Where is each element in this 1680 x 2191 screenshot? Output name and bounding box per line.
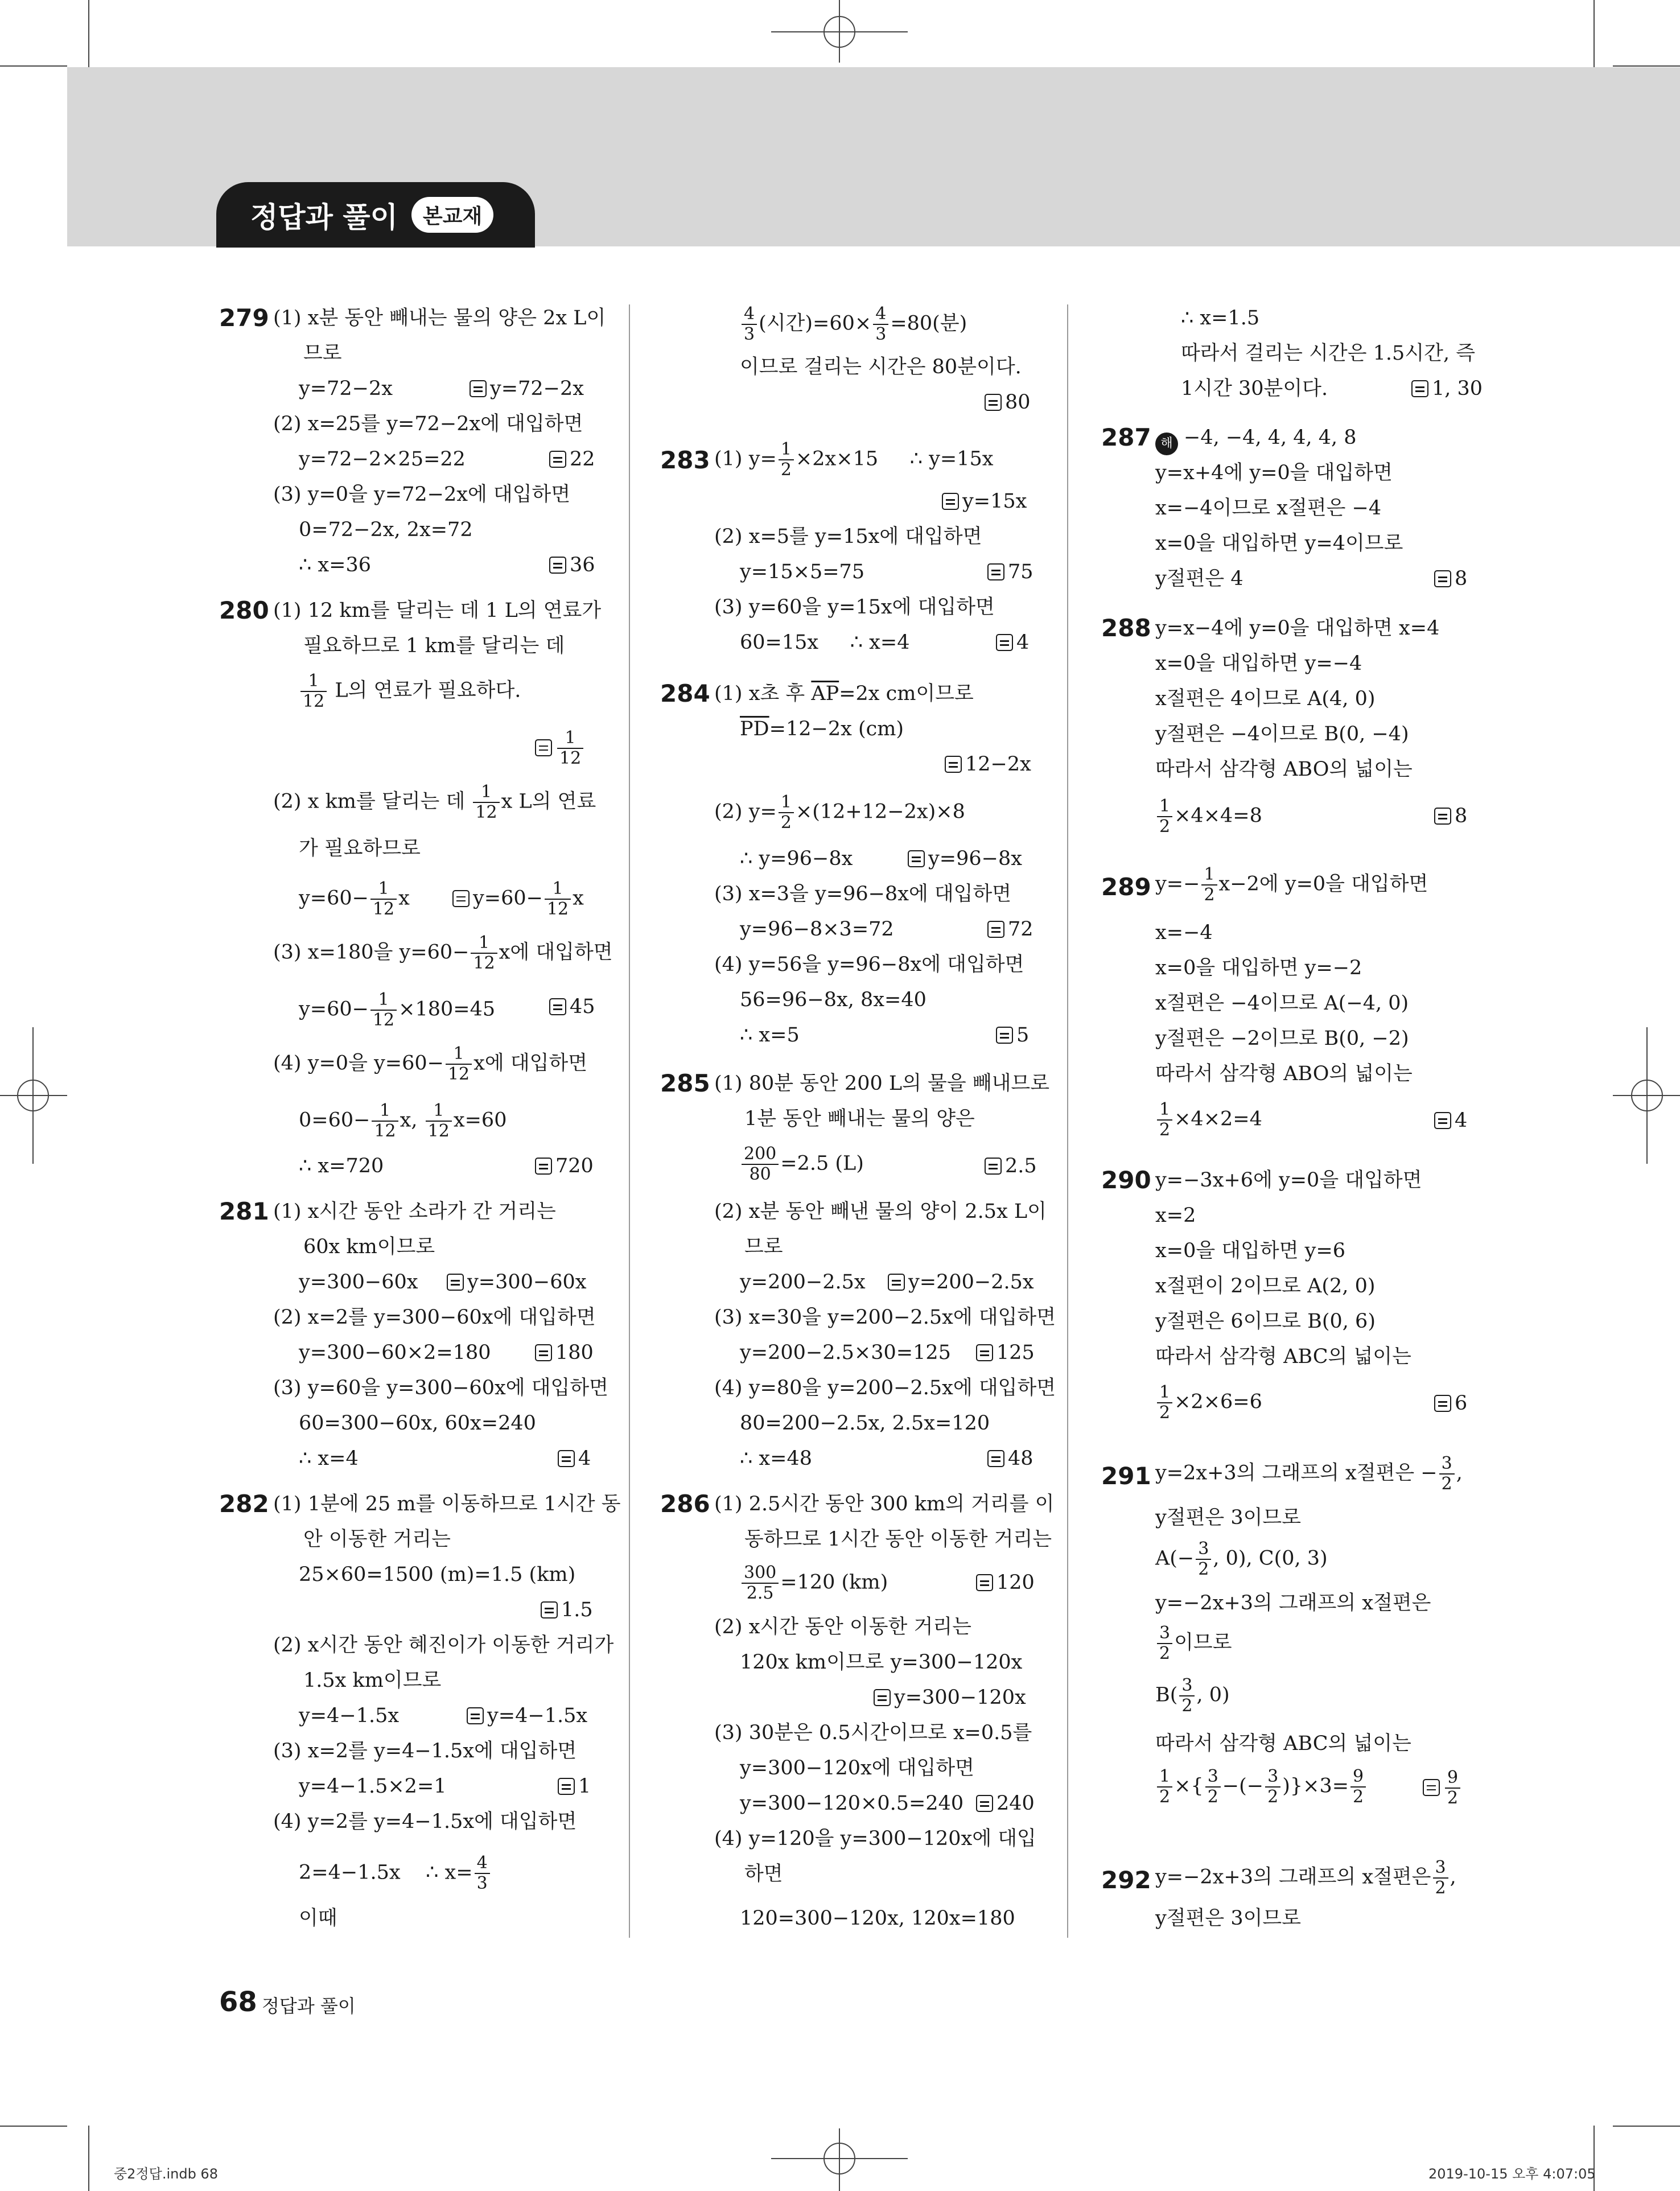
- problem-number: 282: [219, 1490, 269, 1518]
- crop-mark: [1613, 2126, 1680, 2127]
- registration-mark: [32, 1027, 34, 1164]
- text-line: $\frac{1}{2}$ ×2×6=6: [1155, 1383, 1262, 1423]
- text-line: ∴ x=1.5: [1181, 307, 1260, 330]
- text-line: 해 −4, −4, 4, 4, 4, 8: [1155, 424, 1357, 455]
- text-line: 하면: [744, 1863, 783, 1885]
- text-line: $\frac{1}{2}$ ×4×4=8: [1155, 797, 1262, 837]
- problem-number: 287: [1101, 423, 1151, 451]
- answer-icon: [985, 1158, 1002, 1175]
- answer-icon: [1434, 1395, 1451, 1412]
- answer-icon: [908, 850, 925, 867]
- text-line: (1) x분 동안 빼내는 물의 양은 2x L이: [273, 307, 606, 330]
- text-line: (1) 80분 동안 200 L의 물을 빼내므로: [714, 1072, 1050, 1095]
- text-line: 60=300−60x, 60x=240: [299, 1412, 536, 1435]
- text-line: 1분 동안 빼내는 물의 양은: [744, 1107, 975, 1130]
- problem-number: 279: [219, 304, 269, 332]
- registration-mark: [839, 2128, 840, 2191]
- text-line: $\frac{300}{2.5}$ =120 (km): [740, 1563, 888, 1603]
- text-line: A(− $\frac{3}{2}$ , 0), C(0, 3): [1155, 1539, 1328, 1579]
- problem-number: 285: [660, 1069, 710, 1097]
- text-line: y=72−2×25=22: [299, 448, 466, 471]
- text-line: $\frac{1}{2}$ ×{ $\frac{3}{2}$ −(− $\frac{3}{2}$ )}×3= $\frac{9}{2}$: [1155, 1767, 1368, 1807]
- text-line: 따라서 걸리는 시간은 1.5시간, 즉: [1181, 342, 1476, 365]
- text-line: x=0을 대입하면 y=−2: [1155, 957, 1362, 979]
- answer: 12−2x: [945, 751, 1031, 778]
- problem-number: 283: [660, 446, 710, 474]
- answer-icon: [976, 1795, 993, 1812]
- text-line: $\overline{PD}=12-2x$ (cm): [740, 718, 904, 740]
- answer: 5: [996, 1022, 1029, 1049]
- text-line: (1) y= $\frac{1}{2}$ ×2x×15 ∴ y=15x: [714, 439, 994, 480]
- answer-icon: [558, 1778, 575, 1795]
- text-line: ∴ x=4: [299, 1447, 359, 1470]
- answer-icon: [1434, 570, 1451, 587]
- text-line: $\frac{1}{2}$ ×4×2=4: [1155, 1100, 1262, 1140]
- answer: 4: [1434, 1107, 1467, 1134]
- text-line: 따라서 삼각형 ABO의 넓이는: [1155, 1062, 1413, 1085]
- fraction: $\frac{1}{12}$: [300, 672, 327, 711]
- text-line: (4) y=2를 y=4−1.5x에 대입하면: [273, 1810, 577, 1833]
- text-line: $\frac{1}{12}$ L의 연료가 필요하다.: [299, 672, 521, 711]
- answer: 22: [549, 446, 595, 473]
- text-line: 필요하므로 1 km를 달리는 데: [303, 635, 565, 657]
- text-line: 120x km이므로 y=300−120x: [740, 1651, 1023, 1674]
- text-line: 0=60− $\frac{1}{12}$ x, $\frac{1}{12}$ x=60: [299, 1101, 507, 1141]
- answer-icon: [535, 1344, 552, 1361]
- text-line: y=− $\frac{1}{2}$ x−2에 y=0을 대입하면: [1155, 864, 1428, 905]
- registration-mark: [0, 1095, 67, 1096]
- text-line: (2) y= $\frac{1}{2}$ ×(12+12−2x)×8: [714, 792, 965, 833]
- text-line: 60x km이므로: [303, 1235, 435, 1258]
- answer-icon: [558, 1450, 575, 1467]
- answer: y=300−60x: [447, 1269, 587, 1296]
- answer: 1: [558, 1773, 591, 1800]
- text-line: (2) x분 동안 빼낸 물의 양이 2.5x L이: [714, 1200, 1047, 1223]
- text-line: $\frac{4}{3}$ (시간)=60× $\frac{4}{3}$ =80(분): [740, 304, 967, 344]
- text-line: y=−3x+6에 y=0을 대입하면: [1155, 1169, 1422, 1192]
- answer-icon: [976, 1344, 993, 1361]
- problem-number: 281: [219, 1197, 269, 1225]
- answer: y=4−1.5x: [467, 1702, 587, 1729]
- text-line: (4) y=120을 y=300−120x에 대입: [714, 1827, 1036, 1850]
- column-divider: [629, 304, 630, 1938]
- text-line: x절편은 −4이므로 A(−4, 0): [1155, 992, 1409, 1015]
- text-line: y=72−2x: [299, 377, 393, 400]
- crop-mark: [88, 2126, 89, 2191]
- text-line: x=0을 대입하면 y=6: [1155, 1239, 1346, 1262]
- text-line: (3) y=0을 y=72−2x에 대입하면: [273, 483, 571, 506]
- text-line: 가 필요하므로: [299, 837, 421, 860]
- answer-icon: [1434, 808, 1451, 825]
- text-line: (3) x=30을 y=200−2.5x에 대입하면: [714, 1306, 1056, 1329]
- text-line: y절편은 −2이므로 B(0, −2): [1155, 1027, 1409, 1050]
- text-line: y=60− $\frac{1}{12}$ x: [299, 879, 410, 919]
- problem-number: 286: [660, 1490, 710, 1518]
- answer: y=200−2.5x: [888, 1269, 1034, 1296]
- problem-number: 290: [1101, 1166, 1151, 1194]
- answer: 80: [985, 389, 1031, 416]
- answer-icon: [549, 998, 566, 1015]
- text-line: y=4−1.5x: [299, 1704, 400, 1727]
- answer-icon: [1423, 1779, 1440, 1796]
- text-line: B( $\frac{3}{2}$ , 0): [1155, 1675, 1230, 1716]
- answer: 4: [996, 629, 1029, 656]
- text-line: y=−2x+3의 그래프의 x절편은: [1155, 1592, 1431, 1615]
- text-line: x절편이 2이므로 A(2, 0): [1155, 1275, 1376, 1298]
- answer-icon: [945, 756, 962, 773]
- page-title: 정답과 풀이: [250, 200, 398, 234]
- text-line: (4) y=80을 y=200−2.5x에 대입하면: [714, 1377, 1056, 1399]
- crop-mark: [0, 65, 67, 67]
- answer-icon: [470, 380, 487, 397]
- text-line: 따라서 삼각형 ABC의 넓이는: [1155, 1732, 1411, 1755]
- text-line: (2) x시간 동안 이동한 거리는: [714, 1616, 971, 1638]
- header-tab: [216, 182, 535, 248]
- text-line: (3) x=2를 y=4−1.5x에 대입하면: [273, 1740, 577, 1762]
- text-line: ∴ x=36: [299, 554, 371, 576]
- text-line: y절편은 −4이므로 B(0, −4): [1155, 723, 1409, 746]
- text-line: y절편은 4: [1155, 567, 1243, 590]
- answer: $\frac{9}{2}$: [1423, 1768, 1462, 1808]
- answer-icon: [1434, 1112, 1451, 1129]
- text-line: y절편은 3이므로: [1155, 1506, 1302, 1529]
- text-line: 동하므로 1시간 동안 이동한 거리는: [744, 1528, 1052, 1551]
- text-line: (1) x시간 동안 소라가 간 거리는: [273, 1200, 556, 1223]
- registration-mark: [839, 0, 840, 63]
- text-line: y=−2x+3의 그래프의 x절편은 $\frac{3}{2}$ ,: [1155, 1858, 1456, 1898]
- text-line: $\frac{3}{2}$ 이므로: [1155, 1624, 1232, 1663]
- text-line: x=0을 대입하면 y=−4: [1155, 652, 1362, 675]
- text-line: 이므로 걸리는 시간은 80분이다.: [740, 356, 1022, 378]
- text-line: y=x+4에 y=0을 대입하면: [1155, 462, 1393, 484]
- answer: 48: [987, 1445, 1033, 1472]
- registration-mark: [1646, 1027, 1648, 1164]
- text-line: y절편은 3이므로: [1155, 1907, 1302, 1930]
- problem-number: 284: [660, 679, 710, 707]
- problem-number: 288: [1101, 614, 1151, 642]
- answer: 36: [549, 551, 595, 579]
- text-line: (2) x시간 동안 혜진이가 이동한 거리가: [273, 1634, 614, 1657]
- answer: 180: [535, 1339, 594, 1366]
- text-line: (3) 30분은 0.5시간이므로 x=0.5를: [714, 1722, 1032, 1744]
- text-line: (3) y=60을 y=300−60x에 대입하면: [273, 1377, 608, 1399]
- text-line: y=300−60×2=180: [299, 1341, 491, 1364]
- answer: y=60− $\frac{1}{12}$ x: [452, 879, 584, 919]
- text-line: ∴ x=720: [299, 1155, 384, 1177]
- answer-icon: [467, 1707, 484, 1724]
- answer-icon: [535, 1158, 552, 1175]
- text-line: 56=96−8x, 8x=40: [740, 989, 927, 1011]
- text-line: ∴ y=96−8x: [740, 847, 853, 870]
- text-line: (2) x km를 달리는 데 $\frac{1}{12}$ x L의 연료: [273, 782, 596, 822]
- text-line: y=300−120×0.5=240: [740, 1792, 964, 1815]
- text-line: (3) x=3을 y=96−8x에 대입하면: [714, 883, 1012, 905]
- text-line: (2) x=2를 y=300−60x에 대입하면: [273, 1306, 596, 1329]
- answer-icon: [452, 890, 470, 907]
- text-line: (3) x=180을 y=60− $\frac{1}{12}$ x에 대입하면: [273, 933, 613, 973]
- crop-mark: [88, 0, 89, 67]
- text-line: y=300−120x에 대입하면: [740, 1757, 974, 1780]
- text-line: ∴ x=5: [740, 1024, 800, 1047]
- answer: 8: [1434, 565, 1467, 592]
- text-line: y=15×5=75: [740, 561, 865, 583]
- example-icon: 해: [1155, 433, 1178, 455]
- answer: y=72−2x: [470, 375, 584, 402]
- text-line: y=96−8×3=72: [740, 918, 894, 941]
- text-line: y=4−1.5×2=1: [299, 1775, 447, 1798]
- answer: 1.5: [541, 1596, 593, 1624]
- answer-icon: [1411, 380, 1428, 397]
- text-line: y=300−60x: [299, 1271, 418, 1294]
- text-line: 따라서 삼각형 ABC의 넓이는: [1155, 1345, 1411, 1368]
- text-line: 60=15x ∴ x=4: [740, 631, 910, 654]
- answer-icon: [996, 634, 1013, 651]
- answer-icon: [874, 1689, 891, 1706]
- problem-number: 289: [1101, 873, 1151, 901]
- text-line: y=200−2.5x: [740, 1271, 866, 1294]
- answer: 4: [558, 1445, 591, 1472]
- text-line: (4) y=56을 y=96−8x에 대입하면: [714, 953, 1024, 976]
- answer-icon: [541, 1601, 558, 1618]
- answer: 8: [1434, 802, 1467, 830]
- text-line: (2) x=25를 y=72−2x에 대입하면: [273, 413, 583, 435]
- text-line: y=200−2.5×30=125: [740, 1341, 951, 1364]
- text-line: 1.5x km이므로: [303, 1669, 442, 1692]
- answer-icon: [987, 1450, 1004, 1467]
- text-line: 120=300−120x, 120x=180: [740, 1907, 1015, 1930]
- print-datetime: 2019-10-15 오후 4:07:05: [1428, 2166, 1596, 2182]
- text-line: (3) y=60을 y=15x에 대입하면: [714, 596, 995, 619]
- text-line: (1) 1분에 25 m를 이동하므로 1시간 동: [273, 1493, 621, 1515]
- answer: 720: [535, 1152, 594, 1180]
- crop-mark: [0, 2126, 67, 2127]
- text-line: (1) 2.5시간 동안 300 km의 거리를 이: [714, 1493, 1055, 1515]
- answer-icon: [447, 1274, 464, 1291]
- text-line: (1) 12 km를 달리는 데 1 L의 연료가: [273, 599, 602, 622]
- text-line: 므로: [744, 1235, 783, 1258]
- answer-icon: [996, 1027, 1013, 1044]
- text-line: x=0을 대입하면 y=4이므로: [1155, 532, 1403, 555]
- text-line: x=2: [1155, 1204, 1196, 1227]
- answer: 2.5: [985, 1152, 1037, 1180]
- problem-number: 292: [1101, 1866, 1151, 1894]
- text-line: 이때: [299, 1907, 337, 1930]
- text-line: y절편은 6이므로 B(0, 6): [1155, 1310, 1376, 1333]
- answer-icon: [549, 451, 566, 468]
- answer: 125: [976, 1339, 1035, 1366]
- answer: 1, 30: [1411, 375, 1483, 402]
- text-line: 1시간 30분이다.: [1181, 377, 1328, 400]
- answer-icon: [888, 1274, 905, 1291]
- answer: 45: [549, 993, 595, 1020]
- text-line: x=−4이므로 x절편은 −4: [1155, 497, 1382, 520]
- text-line: y=2x+3의 그래프의 x절편은 − $\frac{3}{2}$ ,: [1155, 1453, 1463, 1494]
- answer-icon: [535, 739, 552, 756]
- answer: 72: [987, 916, 1033, 943]
- answer: 240: [976, 1790, 1035, 1817]
- problem-number: 291: [1101, 1462, 1151, 1490]
- answer: y=300−120x: [874, 1684, 1026, 1711]
- text-line: 안 이동한 거리는: [303, 1528, 451, 1551]
- answer: 120: [976, 1569, 1035, 1596]
- crop-mark: [1613, 65, 1680, 67]
- text-line: y=60− $\frac{1}{12}$ ×180=45: [299, 990, 496, 1030]
- answer-icon: [987, 921, 1004, 938]
- text-line: 2=4−1.5x ∴ x= $\frac{4}{3}$: [299, 1854, 492, 1893]
- text-line: 므로: [303, 342, 342, 365]
- text-line: y=x−4에 y=0을 대입하면 x=4: [1155, 617, 1440, 640]
- text-line: (1) x초 후 $\overline{AP}=2x$ cm이므로: [714, 682, 974, 705]
- answer: 75: [987, 558, 1033, 586]
- textbook-badge: 본교재: [411, 197, 493, 233]
- text-line: 80=200−2.5x, 2.5x=120: [740, 1412, 990, 1435]
- page-number: 68: [219, 1986, 257, 2018]
- print-file-info: 중2정답.indb 68: [114, 2166, 218, 2182]
- answer: y=15x: [942, 488, 1027, 515]
- column-divider: [1067, 304, 1068, 1938]
- text-line: (4) y=0을 y=60− $\frac{1}{12}$ x에 대입하면: [273, 1044, 588, 1084]
- answer-icon: [942, 493, 959, 510]
- text-line: (2) x=5를 y=15x에 대입하면: [714, 525, 982, 548]
- text-line: x=−4: [1155, 921, 1213, 944]
- answer-icon: [976, 1574, 993, 1591]
- answer-icon: [987, 563, 1004, 580]
- answer-icon: [985, 394, 1002, 411]
- answer: y=96−8x: [908, 845, 1022, 872]
- answer: $\frac{1}{12}$: [535, 728, 585, 768]
- text-line: 0=72−2x, 2x=72: [299, 518, 473, 541]
- problem-number: 280: [219, 596, 269, 624]
- text-line: $\frac{200}{80}$ =2.5 (L): [740, 1144, 864, 1184]
- answer: 6: [1434, 1390, 1467, 1417]
- text-line: 따라서 삼각형 ABO의 넓이는: [1155, 758, 1413, 781]
- text-line: 25×60=1500 (m)=1.5 (km): [299, 1563, 576, 1586]
- crop-mark: [1593, 0, 1595, 67]
- text-line: x절편은 4이므로 A(4, 0): [1155, 687, 1376, 710]
- footer-label: 정답과 풀이: [262, 1995, 356, 2017]
- answer-icon: [549, 557, 566, 574]
- text-line: ∴ x=48: [740, 1447, 812, 1470]
